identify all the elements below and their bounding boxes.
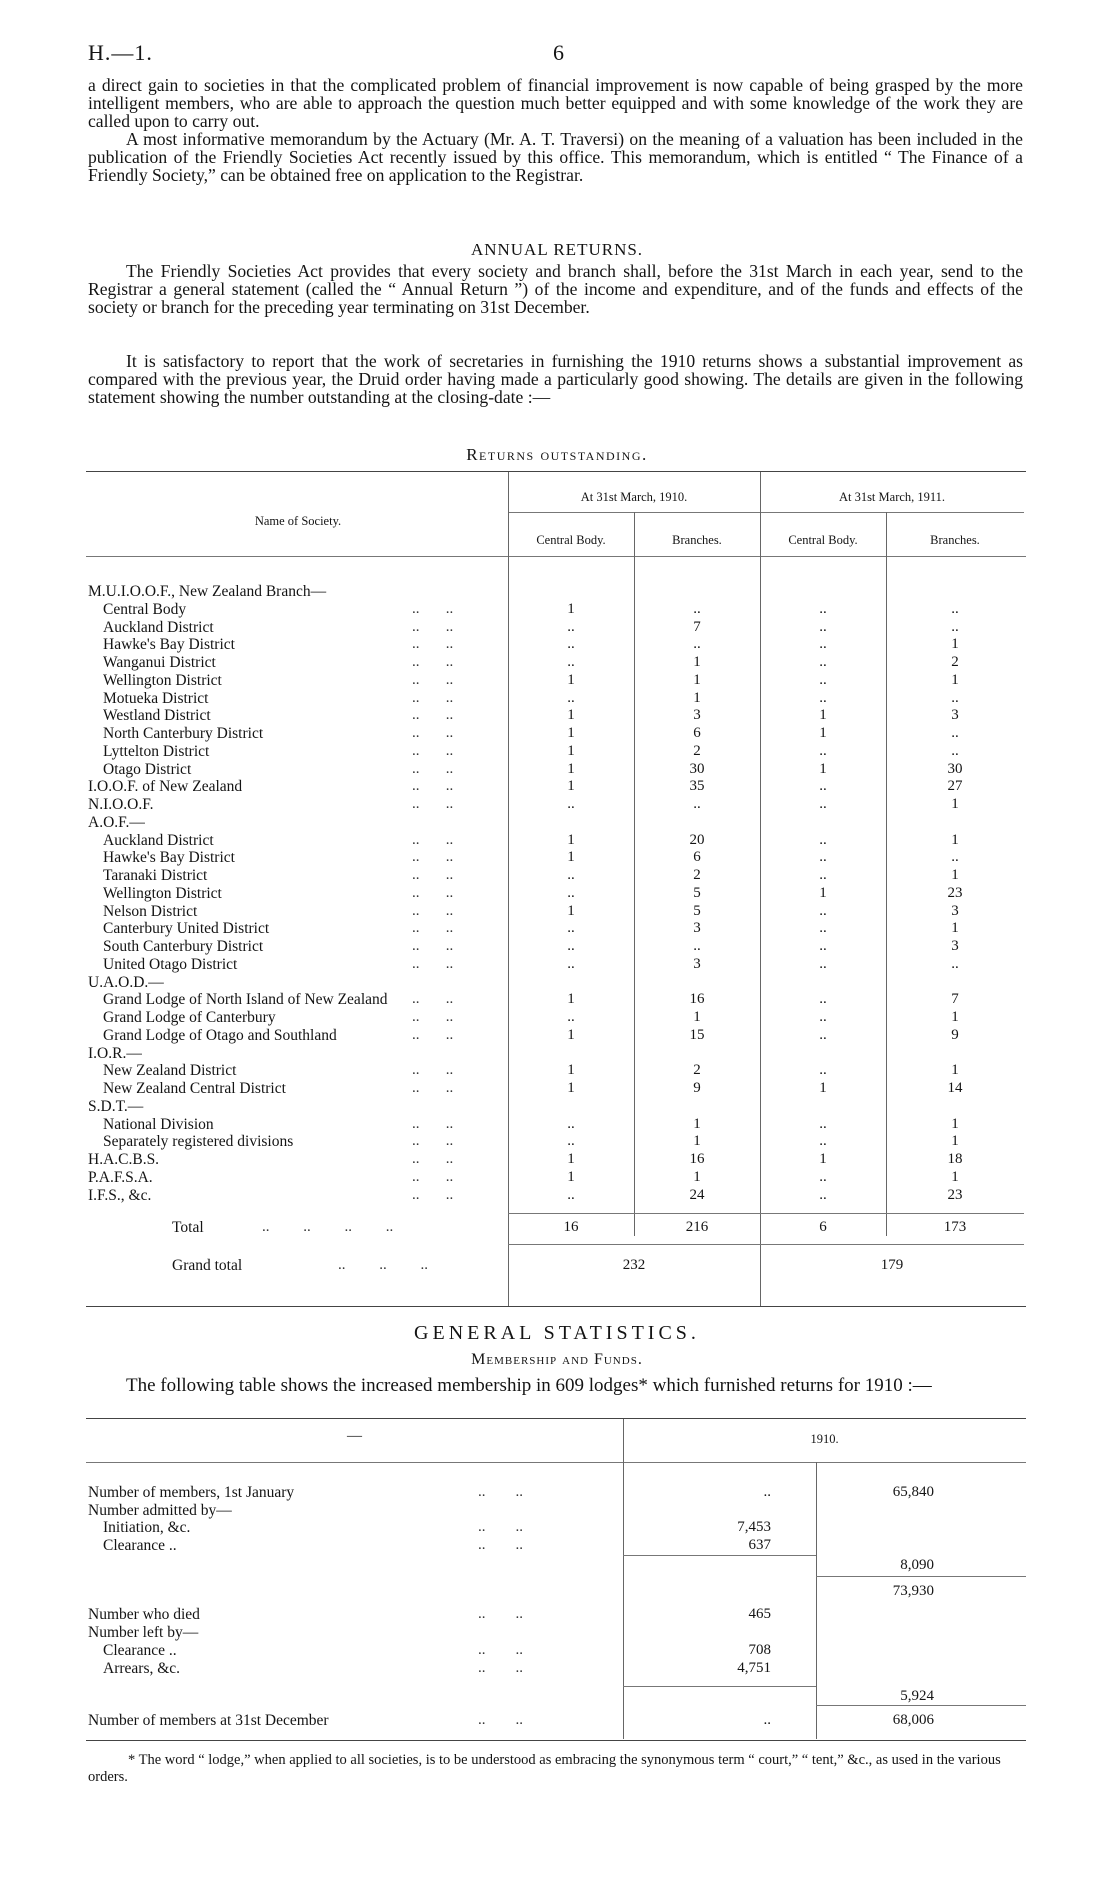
returns-cell-c2: .. xyxy=(819,920,827,936)
leader-dots: .. .. xyxy=(412,690,454,706)
society-name: P.A.F.S.A. xyxy=(88,1169,153,1186)
total-central-1911: 6 xyxy=(819,1219,827,1235)
returns-cell-b1: 2 xyxy=(693,743,701,759)
returns-cell-b2: .. xyxy=(951,725,959,741)
returns-cell-b1: 6 xyxy=(693,725,701,741)
returns-cell-c1: 1 xyxy=(567,672,575,688)
society-name: A.O.F.— xyxy=(88,814,145,831)
returns-cell-b1: 2 xyxy=(693,1062,701,1078)
society-name: I.F.S., &c. xyxy=(88,1187,152,1204)
returns-cell-c2: 1 xyxy=(819,707,827,723)
returns-cell-c2: 1 xyxy=(819,1080,827,1096)
stats-subvalue: 4,751 xyxy=(737,1660,771,1676)
leader-dots: .. .. xyxy=(412,672,454,688)
society-name: S.D.T.— xyxy=(88,1098,144,1115)
returns-cell-b1: 20 xyxy=(689,832,705,848)
annual-returns-paragraph-2: It is satisfactory to report that the work of secretaries in furnishing the 1910 returns shows a substantial improvement as compared with the previous year, the Druid order having made a particularly good showing. The details are given in the following statement showing the number outstanding at the closing-date :— xyxy=(88,351,1023,407)
society-name: Nelson District xyxy=(103,903,198,920)
returns-cell-b2: 18 xyxy=(947,1151,963,1167)
returns-cell-b2: 1 xyxy=(951,636,959,652)
memo-paragraph: A most informative memorandum by the Actuary (Mr. A. T. Traversi) on the meaning of a valuation has been included in the publication of the Friendly Societies Act recently issued by this office. This memorandum, which is entitled “ The Finance of a Friendly Society,” can be obtained free on application to the Registrar. xyxy=(88,129,1023,185)
table-bottom-rule xyxy=(86,1306,1026,1307)
leader-dots: .. .. xyxy=(412,619,454,635)
leader-dots: .. .. xyxy=(478,1712,523,1728)
returns-cell-c1: 1 xyxy=(567,832,575,848)
returns-cell-b1: .. xyxy=(693,938,701,954)
leader-dots: .. .. xyxy=(412,636,454,652)
returns-cell-c2: .. xyxy=(819,1027,827,1043)
stats-header-rule xyxy=(86,1462,1026,1463)
returns-cell-b2: 1 xyxy=(951,796,959,812)
society-name: Lyttelton District xyxy=(103,743,210,760)
returns-cell-c1: 1 xyxy=(567,1080,575,1096)
returns-cell-c1: .. xyxy=(567,956,575,972)
returns-cell-c2: .. xyxy=(819,690,827,706)
table-top-rule xyxy=(86,471,1026,472)
membership-subheading: Membership and Funds. xyxy=(471,1351,643,1368)
returns-cell-b2: 9 xyxy=(951,1027,959,1043)
returns-cell-b1: 35 xyxy=(689,778,705,794)
leader-dots: .. .. xyxy=(478,1484,523,1500)
stats-row-label: Number who died xyxy=(88,1606,200,1623)
intro-paragraph: a direct gain to societies in that the complicated problem of financial improvement is now capable of being grasped by the more intelligent members, who are able to approach the question much better equipped and with some knowledge of the work they are called upon to carry out. xyxy=(88,75,1023,131)
returns-cell-c1: .. xyxy=(567,867,575,883)
returns-table-title: Returns outstanding. xyxy=(466,445,648,464)
society-name: Otago District xyxy=(103,761,192,778)
society-name: Auckland District xyxy=(103,619,214,636)
returns-cell-b1: 24 xyxy=(689,1187,705,1203)
returns-cell-c2: .. xyxy=(819,1062,827,1078)
returns-cell-c1: 1 xyxy=(567,1027,575,1043)
returns-cell-b2: 7 xyxy=(951,991,959,1007)
returns-cell-b2: 2 xyxy=(951,654,959,670)
returns-cell-b1: 3 xyxy=(693,956,701,972)
returns-cell-c1: 1 xyxy=(567,761,575,777)
returns-cell-c2: .. xyxy=(819,743,827,759)
grand-total-rule xyxy=(508,1244,1024,1245)
returns-cell-c2: .. xyxy=(819,778,827,794)
leader-dots: .. .. xyxy=(412,991,454,1007)
returns-cell-c2: .. xyxy=(819,1009,827,1025)
returns-cell-b2: 1 xyxy=(951,1169,959,1185)
society-name: Separately registered divisions xyxy=(103,1133,294,1150)
leader-dots: .. .. xyxy=(478,1519,523,1535)
leader-dots: .. .. .. .. xyxy=(262,1219,394,1235)
returns-cell-b2: 23 xyxy=(947,885,963,901)
leader-dots: .. .. xyxy=(412,920,454,936)
society-name: Grand Lodge of North Island of New Zealand xyxy=(103,991,388,1008)
returns-cell-c2: .. xyxy=(819,991,827,1007)
leader-dots: .. .. xyxy=(412,1062,454,1078)
returns-cell-b2: 3 xyxy=(951,938,959,954)
returns-cell-b2: .. xyxy=(951,619,959,635)
returns-cell-b1: 1 xyxy=(693,672,701,688)
leader-dots: .. .. xyxy=(412,885,454,901)
society-name: Auckland District xyxy=(103,832,214,849)
leader-dots: .. .. xyxy=(412,796,454,812)
stats-value: 5,924 xyxy=(900,1688,934,1704)
stats-value: 68,006 xyxy=(892,1712,934,1728)
society-name: Taranaki District xyxy=(103,867,208,884)
stats-subtotal-rule xyxy=(623,1555,816,1556)
returns-cell-b1: 5 xyxy=(693,885,701,901)
stats-subvalue: .. xyxy=(763,1484,771,1500)
returns-cell-c2: .. xyxy=(819,619,827,635)
stats-subvalue: 7,453 xyxy=(737,1519,771,1535)
society-name: Hawke's Bay District xyxy=(103,636,235,653)
annual-returns-paragraph-1: The Friendly Societies Act provides that every society and branch shall, before the 31st March in each year, send to the Registrar a general statement (called the “ Annual Return ”) of the income and expenditure, and of the funds and effects of the society or branch for the preceding year terminating on 31st December. xyxy=(88,261,1023,317)
returns-cell-c1: .. xyxy=(567,920,575,936)
returns-cell-c2: 1 xyxy=(819,725,827,741)
returns-cell-c1: 1 xyxy=(567,601,575,617)
society-name: Hawke's Bay District xyxy=(103,849,235,866)
returns-cell-b2: .. xyxy=(951,849,959,865)
returns-cell-c1: 1 xyxy=(567,707,575,723)
returns-cell-c2: .. xyxy=(819,601,827,617)
general-statistics-heading: GENERAL STATISTICS. xyxy=(414,1322,700,1344)
returns-cell-b1: 3 xyxy=(693,920,701,936)
stats-header-dash: — xyxy=(347,1428,362,1444)
leader-dots: .. .. .. xyxy=(338,1257,428,1273)
stats-row-label: Number of members at 31st December xyxy=(88,1712,329,1729)
leader-dots: .. .. xyxy=(412,849,454,865)
returns-cell-b2: 1 xyxy=(951,672,959,688)
returns-cell-b1: 15 xyxy=(689,1027,705,1043)
total-rule xyxy=(508,1213,1024,1214)
returns-cell-c1: .. xyxy=(567,654,575,670)
returns-cell-b1: 3 xyxy=(693,707,701,723)
grand-total-1910: 232 xyxy=(622,1257,646,1273)
stats-subtotal-rule xyxy=(623,1686,816,1687)
returns-cell-c2: .. xyxy=(819,849,827,865)
leader-dots: .. .. xyxy=(412,1080,454,1096)
returns-cell-c1: 1 xyxy=(567,1151,575,1167)
stats-row-label: Clearance .. xyxy=(103,1537,177,1554)
total-central-1910: 16 xyxy=(563,1219,579,1235)
returns-cell-c2: .. xyxy=(819,796,827,812)
stats-sum-rule xyxy=(816,1576,1026,1577)
returns-cell-c1: .. xyxy=(567,619,575,635)
stats-header-year: 1910. xyxy=(810,1432,839,1446)
returns-cell-b2: 23 xyxy=(947,1187,963,1203)
returns-cell-b1: 5 xyxy=(693,903,701,919)
stats-subvalue: .. xyxy=(763,1712,771,1728)
leader-dots: .. .. xyxy=(412,1187,454,1203)
returns-cell-b2: 1 xyxy=(951,1009,959,1025)
returns-cell-c2: .. xyxy=(819,654,827,670)
society-name: New Zealand District xyxy=(103,1062,237,1079)
leader-dots: .. .. xyxy=(412,778,454,794)
returns-cell-c2: .. xyxy=(819,1133,827,1149)
table-header-rule xyxy=(86,556,1026,557)
returns-cell-b1: .. xyxy=(693,796,701,812)
returns-cell-c2: 1 xyxy=(819,885,827,901)
returns-cell-b2: .. xyxy=(951,956,959,972)
returns-cell-c2: .. xyxy=(819,956,827,972)
society-name: Canterbury United District xyxy=(103,920,270,937)
returns-cell-b1: 7 xyxy=(693,619,701,635)
leader-dots: .. .. xyxy=(412,832,454,848)
society-name: North Canterbury District xyxy=(103,725,264,742)
returns-cell-c1: 1 xyxy=(567,1062,575,1078)
annual-returns-heading: ANNUAL RETURNS. xyxy=(470,240,644,259)
returns-cell-b2: 30 xyxy=(947,761,963,777)
document-reference: H.—1. xyxy=(88,40,153,65)
returns-cell-c1: 1 xyxy=(567,725,575,741)
stats-subvalue: 637 xyxy=(748,1537,771,1553)
returns-cell-c1: .. xyxy=(567,690,575,706)
leader-dots: .. .. xyxy=(412,725,454,741)
returns-cell-c2: .. xyxy=(819,1187,827,1203)
returns-cell-c1: .. xyxy=(567,938,575,954)
grand-total-1911: 179 xyxy=(880,1257,904,1273)
society-name: Westland District xyxy=(103,707,211,724)
returns-cell-c2: .. xyxy=(819,938,827,954)
returns-cell-b1: 1 xyxy=(693,1009,701,1025)
returns-cell-b2: 1 xyxy=(951,1133,959,1149)
returns-cell-b1: .. xyxy=(693,601,701,617)
leader-dots: .. .. xyxy=(412,743,454,759)
leader-dots: .. .. xyxy=(412,601,454,617)
leader-dots: .. .. xyxy=(478,1642,523,1658)
leader-dots: .. .. xyxy=(412,867,454,883)
returns-cell-b1: 16 xyxy=(689,1151,705,1167)
returns-cell-c1: 1 xyxy=(567,849,575,865)
returns-cell-b1: 16 xyxy=(689,991,705,1007)
society-name: I.O.R.— xyxy=(88,1045,142,1062)
returns-cell-b2: 1 xyxy=(951,1116,959,1132)
society-name: United Otago District xyxy=(103,956,238,973)
returns-cell-b2: 3 xyxy=(951,707,959,723)
total-branches-1911: 173 xyxy=(943,1219,967,1235)
grand-total-label: Grand total xyxy=(172,1257,243,1274)
returns-cell-b1: 1 xyxy=(693,654,701,670)
returns-cell-c2: .. xyxy=(819,636,827,652)
leader-dots: .. .. xyxy=(478,1660,523,1676)
society-name: N.I.O.O.F. xyxy=(88,796,154,813)
leader-dots: .. .. xyxy=(412,956,454,972)
stats-value: 8,090 xyxy=(900,1557,934,1573)
leader-dots: .. .. xyxy=(412,1116,454,1132)
stats-top-rule xyxy=(86,1418,1026,1419)
stats-sum-rule xyxy=(816,1705,1026,1706)
leader-dots: .. .. xyxy=(412,1027,454,1043)
column-header-central-1910: Central Body. xyxy=(536,533,606,547)
table-group-rule xyxy=(508,512,1024,513)
returns-cell-b1: 1 xyxy=(693,1116,701,1132)
returns-cell-c1: 1 xyxy=(567,778,575,794)
returns-cell-b2: 14 xyxy=(947,1080,963,1096)
returns-cell-b2: .. xyxy=(951,601,959,617)
returns-cell-c1: 1 xyxy=(567,1169,575,1185)
leader-dots: .. .. xyxy=(478,1606,523,1622)
returns-cell-c2: .. xyxy=(819,1169,827,1185)
returns-cell-c1: 1 xyxy=(567,743,575,759)
returns-cell-b1: 9 xyxy=(693,1080,701,1096)
page-number: 6 xyxy=(553,40,564,65)
returns-cell-c1: .. xyxy=(567,1009,575,1025)
returns-cell-b2: 1 xyxy=(951,832,959,848)
society-name: H.A.C.B.S. xyxy=(88,1151,160,1168)
returns-cell-c1: .. xyxy=(567,636,575,652)
returns-cell-c2: 1 xyxy=(819,761,827,777)
column-header-branches-1910: Branches. xyxy=(672,533,722,547)
society-name: National Division xyxy=(103,1116,214,1133)
society-name: M.U.I.O.O.F., New Zealand Branch— xyxy=(88,583,327,600)
society-name: Central Body xyxy=(103,601,187,618)
column-header-society: Name of Society. xyxy=(254,514,342,528)
returns-cell-b1: 30 xyxy=(689,761,705,777)
stats-row-label: Initiation, &c. xyxy=(103,1519,191,1536)
column-header-branches-1911: Branches. xyxy=(930,533,980,547)
stats-row-label: Clearance .. xyxy=(103,1642,177,1659)
returns-cell-b1: 1 xyxy=(693,1169,701,1185)
leader-dots: .. .. xyxy=(478,1537,523,1553)
stats-row-label: Number admitted by— xyxy=(88,1502,232,1519)
returns-cell-b1: 1 xyxy=(693,690,701,706)
returns-cell-c1: .. xyxy=(567,796,575,812)
stats-row-label: Arrears, &c. xyxy=(103,1660,181,1677)
returns-cell-c1: 1 xyxy=(567,991,575,1007)
returns-cell-b1: 1 xyxy=(693,1133,701,1149)
society-name: Wellington District xyxy=(103,885,222,902)
society-name: Motueka District xyxy=(103,690,209,707)
returns-cell-b2: 1 xyxy=(951,867,959,883)
returns-cell-b1: 2 xyxy=(693,867,701,883)
returns-cell-c1: .. xyxy=(567,1116,575,1132)
leader-dots: .. .. xyxy=(412,1009,454,1025)
leader-dots: .. .. xyxy=(412,761,454,777)
society-name: U.A.O.D.— xyxy=(88,974,164,991)
leader-dots: .. .. xyxy=(412,1151,454,1167)
returns-cell-c2: 1 xyxy=(819,1151,827,1167)
leader-dots: .. .. xyxy=(412,903,454,919)
returns-cell-b2: 3 xyxy=(951,903,959,919)
stats-subvalue: 465 xyxy=(748,1606,771,1622)
column-header-central-1911: Central Body. xyxy=(788,533,858,547)
society-name: South Canterbury District xyxy=(103,938,264,955)
society-name: Grand Lodge of Otago and Southland xyxy=(103,1027,337,1044)
returns-cell-c1: .. xyxy=(567,1133,575,1149)
leader-dots: .. .. xyxy=(412,938,454,954)
column-group-1910: At 31st March, 1910. xyxy=(580,490,688,504)
footnote: * The word “ lodge,” when applied to all societies, is to be understood as embracing the synonymous term “ court,” “ tent,” &c., as used in the various orders. xyxy=(88,1752,1001,1785)
returns-cell-b1: .. xyxy=(693,636,701,652)
leader-dots: .. .. xyxy=(412,1133,454,1149)
returns-cell-c2: .. xyxy=(819,1116,827,1132)
stats-value: 65,840 xyxy=(892,1484,934,1500)
total-branches-1910: 216 xyxy=(685,1219,709,1235)
returns-cell-b2: .. xyxy=(951,690,959,706)
returns-cell-b1: 6 xyxy=(693,849,701,865)
statistics-intro: The following table shows the increased membership in 609 lodges* which furnished returns for 1910 :— xyxy=(126,1375,932,1396)
returns-cell-c2: .. xyxy=(819,903,827,919)
returns-cell-b2: .. xyxy=(951,743,959,759)
returns-cell-c2: .. xyxy=(819,867,827,883)
society-name: Grand Lodge of Canterbury xyxy=(103,1009,276,1026)
stats-divider xyxy=(623,1419,624,1739)
returns-cell-b2: 1 xyxy=(951,920,959,936)
returns-cell-c1: 1 xyxy=(567,903,575,919)
returns-cell-c1: .. xyxy=(567,885,575,901)
stats-subvalue: 708 xyxy=(748,1642,771,1658)
leader-dots: .. .. xyxy=(412,1169,454,1185)
stats-row-label: Number left by— xyxy=(88,1624,199,1641)
leader-dots: .. .. xyxy=(412,707,454,723)
society-name: Wanganui District xyxy=(103,654,216,671)
returns-cell-c2: .. xyxy=(819,832,827,848)
total-label: Total xyxy=(172,1219,204,1236)
returns-cell-c1: .. xyxy=(567,1187,575,1203)
leader-dots: .. .. xyxy=(412,654,454,670)
returns-cell-b2: 27 xyxy=(947,778,963,794)
society-name: New Zealand Central District xyxy=(103,1080,286,1097)
column-group-1911: At 31st March, 1911. xyxy=(838,490,946,504)
returns-cell-c2: .. xyxy=(819,672,827,688)
society-name: I.O.O.F. of New Zealand xyxy=(88,778,243,795)
stats-row-label: Number of members, 1st January xyxy=(88,1484,295,1501)
stats-bottom-rule xyxy=(86,1740,1026,1741)
society-name: Wellington District xyxy=(103,672,222,689)
stats-value: 73,930 xyxy=(892,1583,934,1599)
returns-cell-b2: 1 xyxy=(951,1062,959,1078)
